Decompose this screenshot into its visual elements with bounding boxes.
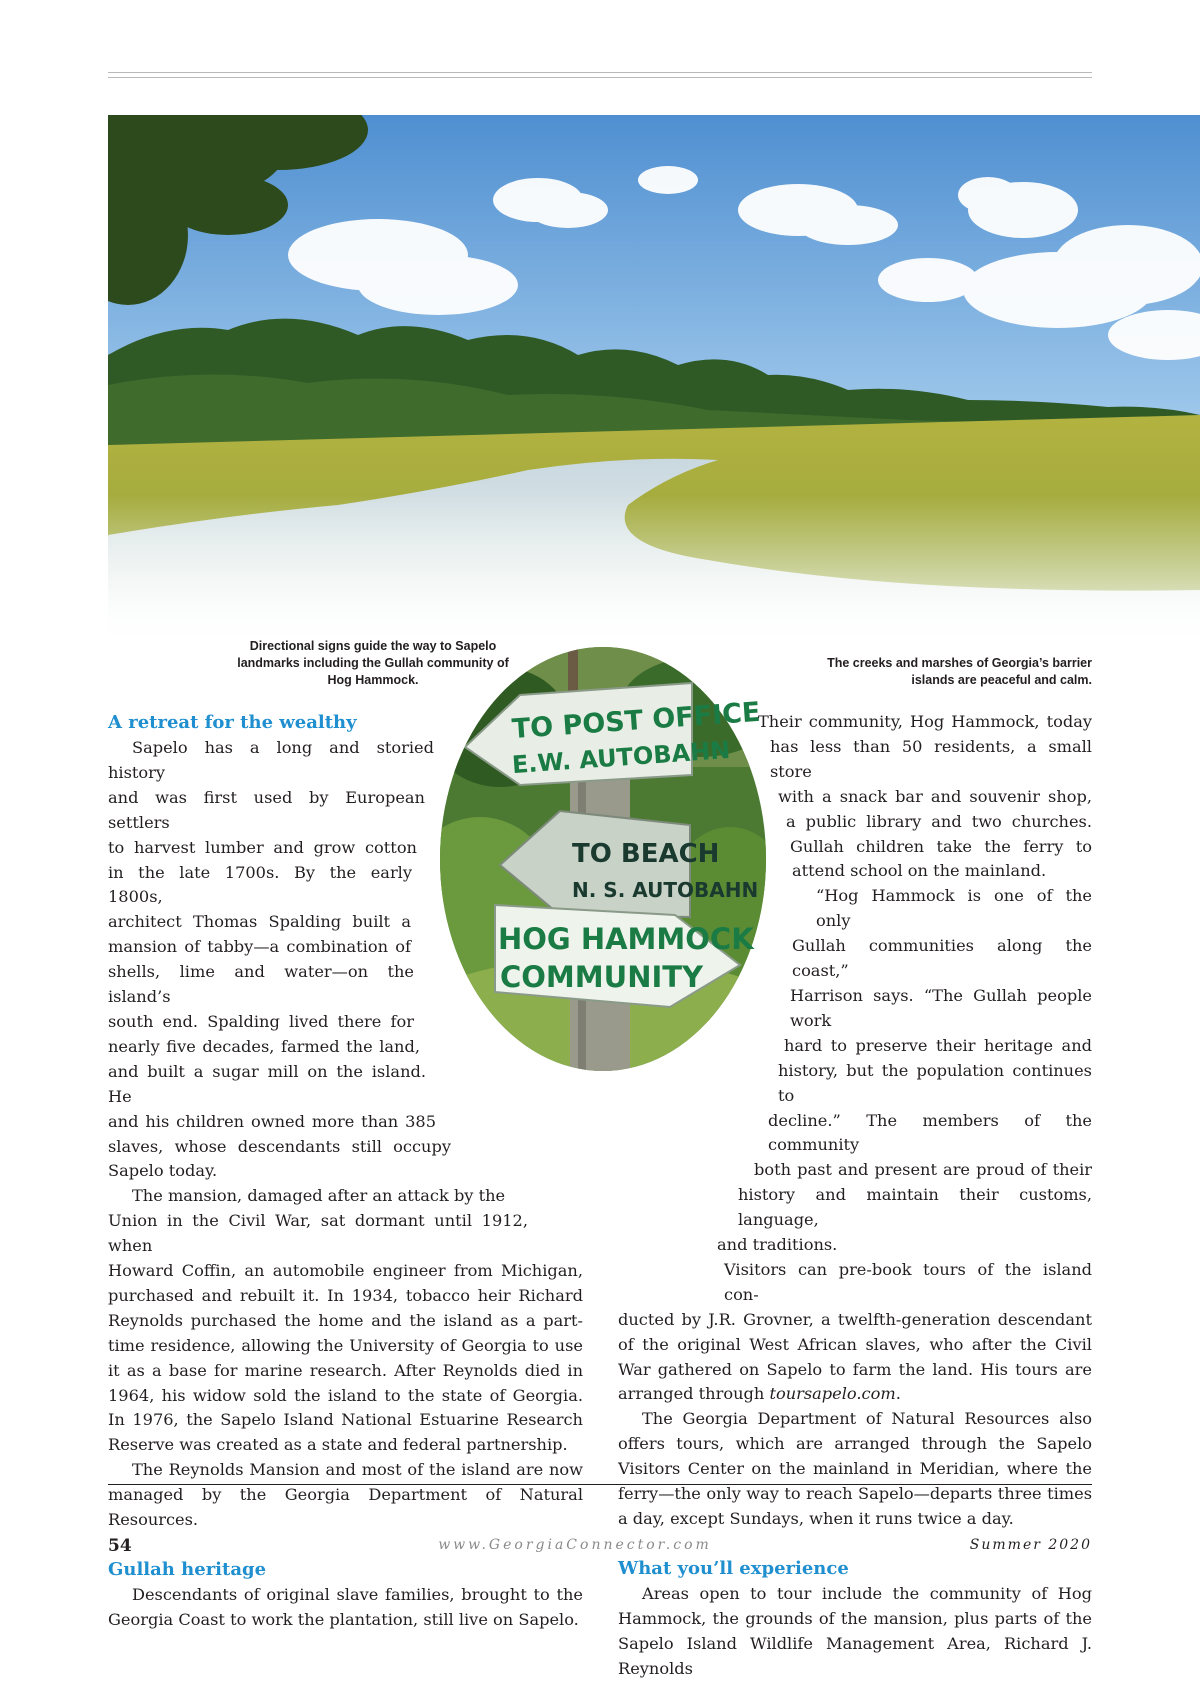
left-p1-line: and his children owned more than 385 — [108, 1111, 436, 1131]
left-photo-caption: Directional signs guide the way to Sapelo landmarks including the Gullah community of Hog Hammock. — [237, 639, 509, 687]
page-number: 54 — [108, 1536, 132, 1556]
right-p5: Areas open to tour include the community of Hog Hammock, the grounds of the mansion, plus parts of the Sapelo Island Wildlife Management Area, Richard J. Reynolds — [618, 1583, 1092, 1678]
left-p1-line: south end. Spalding lived there for — [108, 1011, 414, 1031]
left-p2-line: The mansion, damaged after an attack by the — [132, 1186, 506, 1206]
left-p1-line: in the late 1700s. By the early 1800s, — [108, 862, 412, 907]
right-p1-line: has less than 50 residents, a small store — [770, 736, 1092, 781]
heading-experience: What you’ll experience — [618, 1557, 849, 1579]
right-p3-body — [618, 1308, 1092, 1408]
right-p3-text: ducted by J.R. Grovner, a twelfth-generation descendant of the original West African slaves, who after the Civil War gathered on Sapelo to farm the land. His tours are arranged through — [618, 1309, 1092, 1404]
left-p1-line: and was first used by European settlers — [108, 787, 425, 832]
left-p1-line: Sapelo has a long and storied history — [108, 738, 434, 782]
left-p1-line: nearly five decades, farmed the land, — [108, 1036, 420, 1056]
heading-gullah: Gullah heritage — [108, 1559, 267, 1580]
footer-rule — [108, 1484, 1092, 1485]
right-p2-line: “Hog Hammock is one of the only — [816, 886, 1092, 931]
right-p2-line: both past and present are proud of their — [754, 1160, 1092, 1180]
sign-hog-hammock: HOG HAMMOCK — [498, 922, 754, 956]
sign-post-office: TO POST OFFICE — [510, 696, 762, 746]
footer-url[interactable]: www.GeorgiaConnector.com — [438, 1537, 712, 1553]
sign-ew-autobahn: E.W. AUTOBAHN — [511, 735, 732, 780]
left-column — [108, 710, 583, 1633]
right-p3-first: Visitors can pre-book tours of the island con- — [724, 1259, 1092, 1304]
right-p2-line: hard to preserve their heritage and — [784, 1035, 1092, 1055]
left-p3: The Reynolds Mansion and most of the island are now managed by the Georgia Department of Natural Resources. — [108, 1460, 583, 1530]
sign-community: COMMUNITY — [500, 960, 704, 994]
marsh-photo — [108, 115, 1200, 650]
heading-retreat: A retreat for the wealthy — [108, 712, 357, 733]
top-rule — [108, 77, 1092, 78]
right-p4: The Georgia Department of Natural Resources also offers tours, which are arranged through the Sapelo Visitors Center on the mainland in Meridian, where the ferry—the only way to reach Sapelo—departs three times a day, except Sundays, when it runs twice a day. — [618, 1409, 1092, 1528]
right-p2-line: decline.” The members of the community — [768, 1110, 1092, 1155]
sign-to-beach: TO BEACH — [572, 839, 720, 869]
left-p2-line: Union in the Civil War, sat dormant until 1912, when — [108, 1211, 528, 1256]
right-column — [618, 710, 1092, 1682]
right-p2-line: Harrison says. “The Gullah people work — [790, 985, 1092, 1030]
right-p2-line: history, but the population continues to — [778, 1060, 1092, 1105]
right-p1-line: attend school on the mainland. — [792, 861, 1047, 881]
left-p1-line: to harvest lumber and grow cotton — [108, 837, 417, 857]
right-p2-line: history and maintain their customs, language, — [738, 1185, 1092, 1230]
right-p1-line: a public library and two churches. — [786, 811, 1092, 831]
left-p1-line: slaves, whose descendants still occupy — [108, 1136, 451, 1156]
left-p1-line: mansion of tabby—a combination of — [108, 937, 411, 957]
right-p1-line: Their community, Hog Hammock, today — [758, 712, 1092, 731]
right-p2-line: Gullah communities along the coast,” — [792, 936, 1092, 981]
sign-ns-autobahn: N. S. AUTOBAHN — [572, 878, 759, 902]
left-p1-line: architect Thomas Spalding built a — [108, 912, 411, 932]
left-p1-line: and built a sugar mill on the island. He — [108, 1061, 426, 1106]
right-p3-end: . — [895, 1384, 901, 1404]
right-p1-line: with a snack bar and souvenir shop, — [778, 786, 1092, 806]
issue-date: Summer 2020 — [969, 1537, 1092, 1553]
toursapelo-link[interactable]: toursapelo.com — [769, 1384, 896, 1404]
right-p1-line: Gullah children take the ferry to — [790, 836, 1092, 856]
left-p4: Descendants of original slave families, brought to the Georgia Coast to work the plantation, still live on Sapelo. — [108, 1585, 583, 1629]
top-rule — [108, 72, 1092, 73]
right-p2-line: and traditions. — [717, 1235, 838, 1255]
right-photo-caption: The creeks and marshes of Georgia’s barrier islands are peaceful and calm. — [827, 656, 1092, 687]
left-p1-line: Sapelo today. — [108, 1161, 218, 1181]
left-p1-line: shells, lime and water—on the island’s — [108, 962, 414, 1007]
left-p2-body: Howard Coffin, an automobile engineer from Michigan, purchased and rebuilt it. In 1934, tobacco heir Richard Reynolds purchased the home and the island as a part-time residence, allowing the University of Georgia to use it as a base for marine research. After Reynolds died in 1964, his widow sold the island to the state of Georgia. In 1976, the Sapelo Island National Estuarine Research Reserve was created as a state and federal partnership. — [108, 1261, 583, 1455]
